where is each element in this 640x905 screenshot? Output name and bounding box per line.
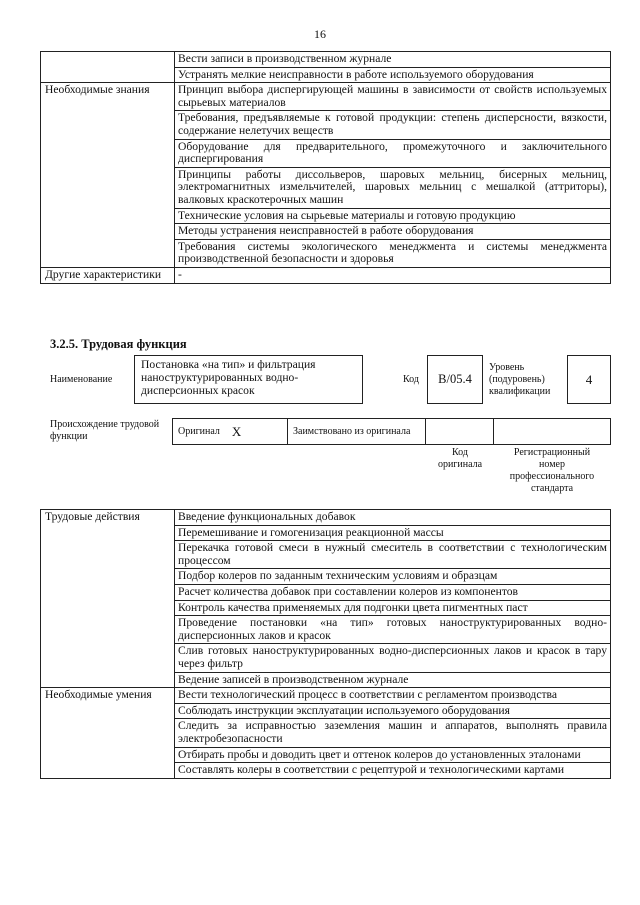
- table-cell: Отбирать пробы и доводить цвет и оттенок колеров до установленных эталонами: [175, 747, 611, 763]
- level-label: Уровень (подуровень) квалификации: [489, 362, 551, 397]
- table-cell: Составлять колеры в соответствии с рецептурой и технологическими картами: [175, 763, 611, 779]
- reg-number-cell: [493, 418, 611, 445]
- table-row: [41, 83, 611, 111]
- table-cell: Устранять мелкие неисправности в работе используемого оборудования: [175, 67, 611, 83]
- row-label-actions: Трудовые действия: [41, 510, 175, 688]
- table-cell: Вести записи в производственном журнале: [175, 52, 611, 68]
- borrowed-cell: Заимствовано из оригинала: [287, 418, 426, 445]
- table-row: [41, 267, 611, 283]
- table-cell: Соблюдать инструкции эксплуатации используемого оборудования: [175, 703, 611, 719]
- page-number: 16: [314, 27, 326, 41]
- function-name-box: Постановка «на тип» и фильтрация наноструктурированных водно-дисперсионных красок: [134, 355, 363, 404]
- table-cell: Перекачка готовой смеси в нужный смеситель в соответствии с технологическим процессом: [175, 541, 611, 569]
- origin-label: Происхождение трудовой функции: [50, 419, 160, 442]
- table-cell: Проведение постановки «на тип» готовых наноструктурированных водно-дисперсионных лаков и красок: [175, 616, 611, 644]
- table-cell: Принцип выбора диспергирующей машины в зависимости от свойств используемых сырьевых материалов: [175, 83, 611, 111]
- table-cell: Ведение записей в производственном журнале: [175, 672, 611, 688]
- table-cell: Слив готовых наноструктурированных водно-дисперсионных лаков и красок в тару через фильтр: [175, 644, 611, 672]
- table-cell: -: [175, 267, 611, 283]
- original-mark: X: [231, 423, 242, 439]
- reg-number-label: Регистрационный номер профессионального стандарта: [509, 447, 595, 494]
- code-label: Код: [403, 374, 419, 385]
- table-cell: Технические условия на сырьевые материалы и готовую продукцию: [175, 208, 611, 224]
- origin-row: [172, 418, 611, 445]
- code-original-label: Код оригинала: [437, 447, 483, 470]
- table-cell: Вести технологический процесс в соответствии с регламентом производства: [175, 688, 611, 704]
- row-label-other: Другие характеристики: [41, 267, 175, 283]
- function-code-box: В/05.4: [427, 355, 483, 404]
- table-cell: Следить за исправностью заземления машин и аппаратов, выполнять правила электробезопасности: [175, 719, 611, 747]
- original-label: Оригинал: [178, 426, 220, 437]
- name-label: Наименование: [50, 374, 113, 385]
- table-cell: Оборудование для предварительного, промежуточного и заключительного диспергирования: [175, 139, 611, 167]
- requirements-table-continued: [40, 51, 611, 284]
- table-cell: Принципы работы диссольверов, шаровых мельниц, бисерных мельниц, электромагнитных измельчителей, шаровых мельниц с мешалкой (аттриторы), валковых краскотерочных машин: [175, 167, 611, 208]
- table-cell: Методы устранения неисправностей в работе оборудования: [175, 224, 611, 240]
- row-label-skills: Необходимые умения: [41, 688, 175, 779]
- table-cell: Расчет количества добавок при составлении колеров из компонентов: [175, 584, 611, 600]
- code-original-cell: [425, 418, 494, 445]
- table-row: [41, 688, 611, 704]
- qualification-level-box: 4: [567, 355, 611, 404]
- table-cell: Подбор колеров по заданным техническим условиям и образцам: [175, 569, 611, 585]
- table-row: [41, 510, 611, 526]
- table-cell: Требования, предъявляемые к готовой продукции: степень дисперсности, вязкости, содержание нелетучих веществ: [175, 111, 611, 139]
- section-title: 3.2.5. Трудовая функция: [50, 337, 187, 351]
- table-row: [41, 52, 611, 68]
- table-cell: Контроль качества применяемых для подгонки цвета пигментных паст: [175, 600, 611, 616]
- original-cell: [172, 418, 288, 445]
- row-label-knowledge: Необходимые знания: [41, 83, 175, 268]
- labor-actions-table: [40, 509, 611, 779]
- table-cell: Введение функциональных добавок: [175, 510, 611, 526]
- table-cell: Требования системы экологического менеджмента и системы менеджмента производственной безопасности и здоровья: [175, 239, 611, 267]
- row-label: [41, 52, 175, 83]
- table-cell: Перемешивание и гомогенизация реакционной массы: [175, 525, 611, 541]
